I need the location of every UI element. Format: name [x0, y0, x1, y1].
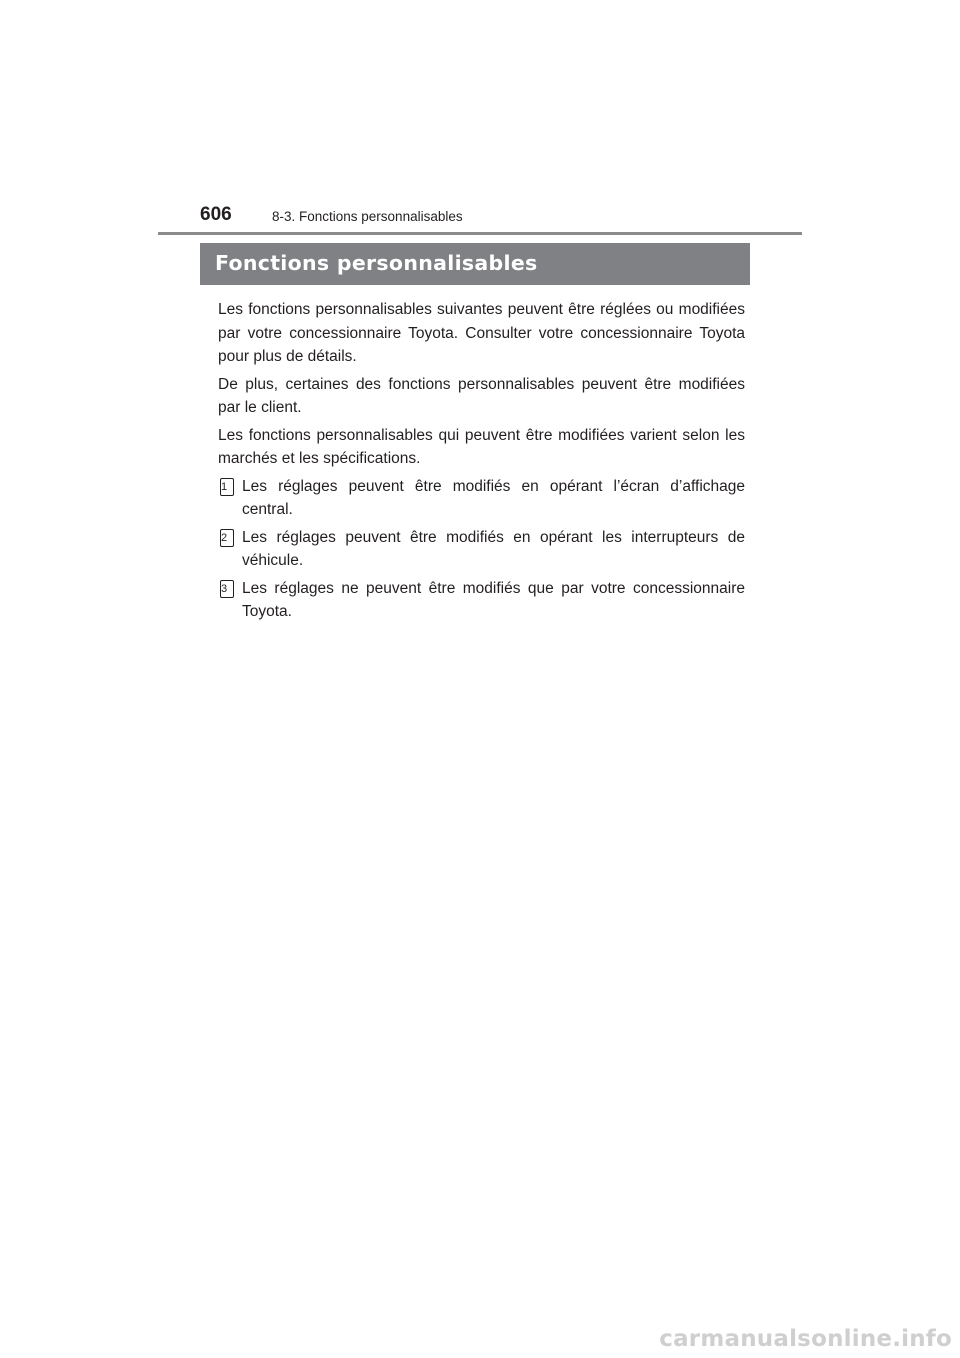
list-item-text: Les réglages peuvent être modifiés en opérant les interrupteurs de véhicule. — [242, 528, 745, 569]
watermark: carmanualsonline.info — [659, 1326, 952, 1352]
header-divider — [158, 232, 802, 235]
market-paragraph: Les fonctions personnalisables qui peuvent être modifiées varient selon les marchés et les spécifications. — [218, 426, 745, 467]
body-content — [218, 298, 745, 628]
intro-paragraph: Les fonctions personnalisables suivantes peuvent être réglées ou modifiées par votre concessionnaire Toyota. Consulter votre concessionnaire Toyota pour plus de détails. — [218, 301, 745, 365]
list-item-text: Les réglages peuvent être modifiés en opérant l’écran d’affichage central. — [242, 477, 745, 518]
list-item — [218, 577, 745, 624]
list-item — [218, 475, 745, 522]
section-title-bar — [200, 243, 750, 285]
number-badge: 1 — [220, 478, 234, 496]
number-badge: 2 — [220, 529, 234, 547]
client-paragraph: De plus, certaines des fonctions personnalisables peuvent être modifiées par le client. — [218, 375, 745, 416]
section-title: Fonctions personnalisables — [215, 251, 538, 275]
list-item-text: Les réglages ne peuvent être modifiés que par votre concessionnaire Toyota. — [242, 579, 745, 620]
page-number: 606 — [200, 204, 232, 225]
list-item — [218, 526, 745, 573]
number-badge: 3 — [220, 580, 234, 598]
section-reference: 8-3. Fonctions personnalisables — [272, 209, 463, 224]
